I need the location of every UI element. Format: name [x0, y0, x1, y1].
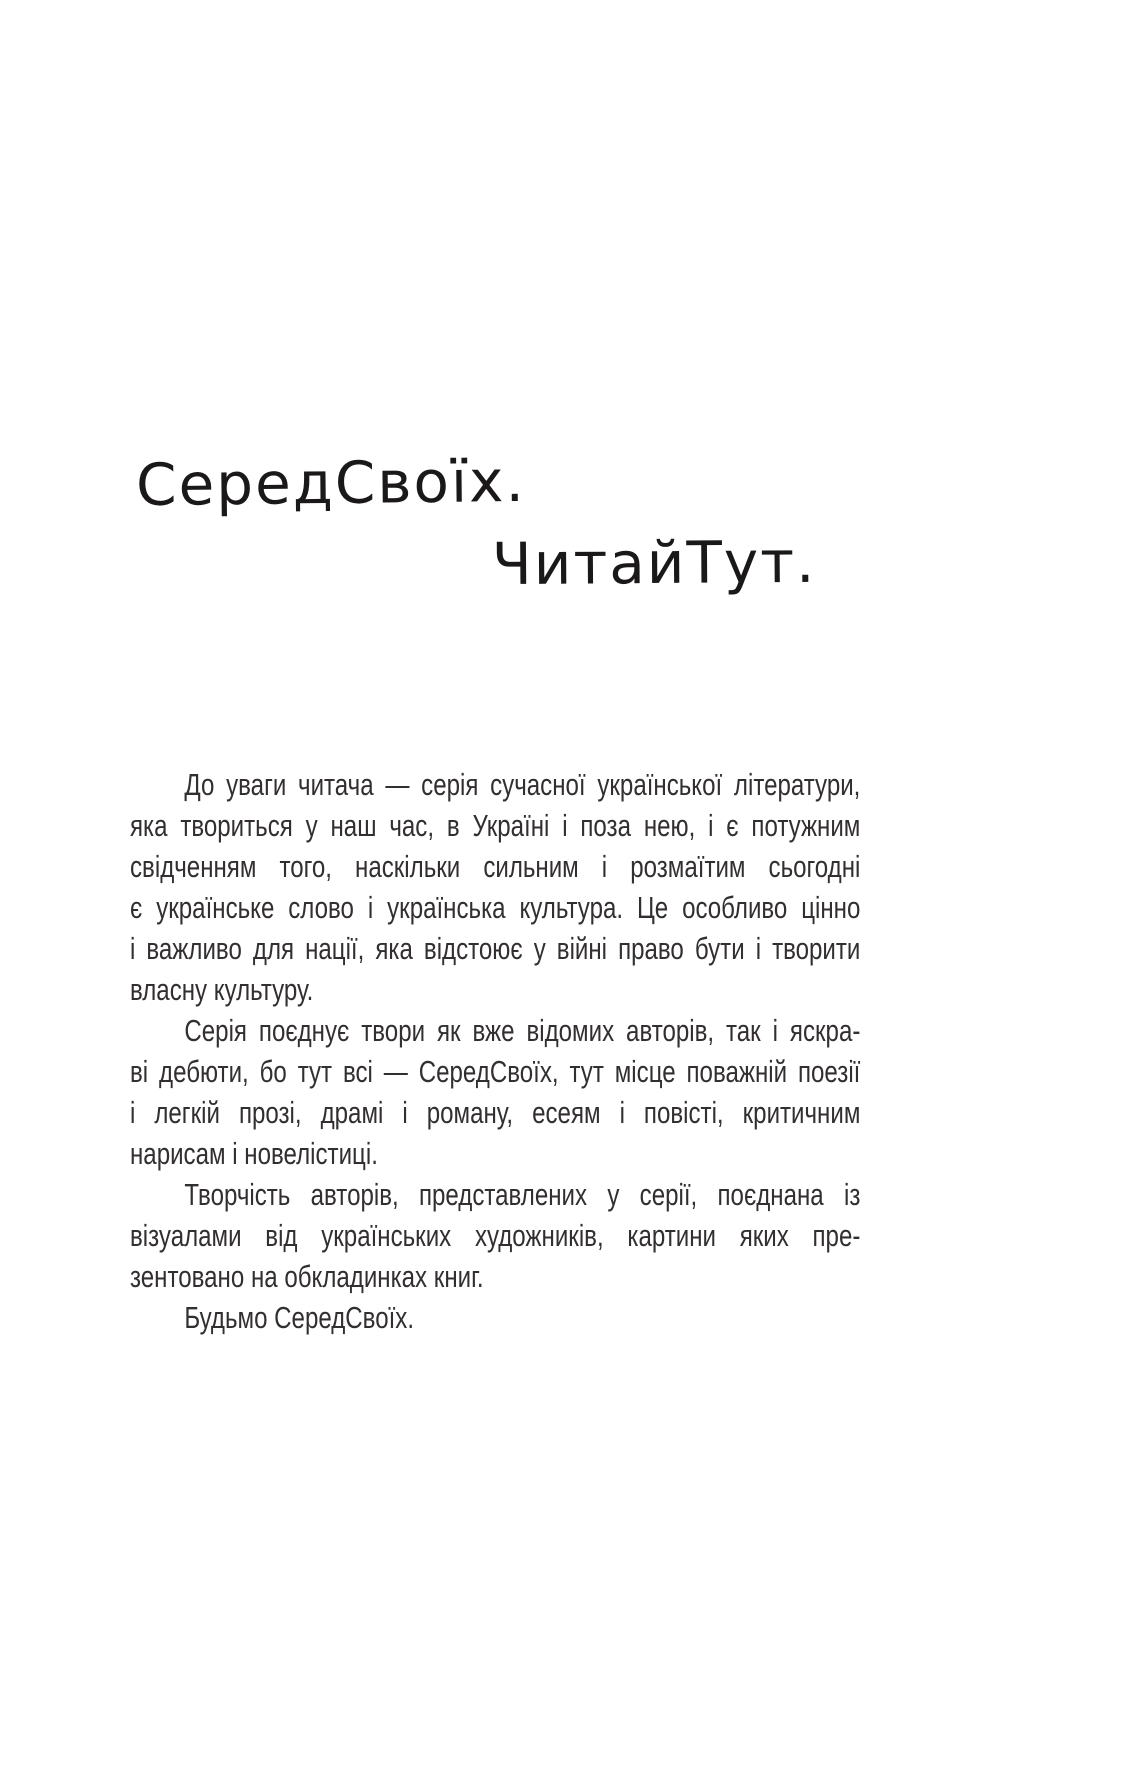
body-line: Творчість авторів, представлених у серії, поєднана із [184, 1177, 861, 1212]
body-line: зентовано на обкладинках книг. [130, 1259, 484, 1294]
body-line: Серія поєднує твори як вже відомих авторів, так і яскра- [184, 1013, 861, 1048]
body-line: візуалами від українських художників, картини яких пре- [130, 1218, 861, 1253]
body-line: власну культуру. [130, 972, 314, 1007]
body-line: і легкій прозі, драмі і роману, есеям і повісті, критичним [130, 1095, 861, 1130]
body-line: Будьмо СередСвоїх. [184, 1300, 415, 1335]
series-title-line-1: СередСвоїх. [135, 446, 527, 520]
body-line: свідченням того, наскільки сильним і розмаїтим сьогодні [130, 849, 861, 884]
body-line: є українське слово і українська культура. Це особливо цінно [130, 890, 861, 925]
body-line: ві дебюти, бо тут всі — СередСвоїх, тут місце поважній поезії [130, 1054, 861, 1089]
series-title-line-2: ЧитайТут. [491, 527, 817, 599]
series-description [130, 764, 860, 1338]
body-line: яка твориться у наш час, в Україні і поза нею, і є потужним [130, 808, 861, 843]
body-line: і важливо для нації, яка відстоює у війні право бути і творити [130, 931, 861, 966]
body-line: нарисам і новелістиці. [130, 1136, 378, 1171]
body-line: До уваги читача — серія сучасної української літератури, [184, 767, 861, 802]
